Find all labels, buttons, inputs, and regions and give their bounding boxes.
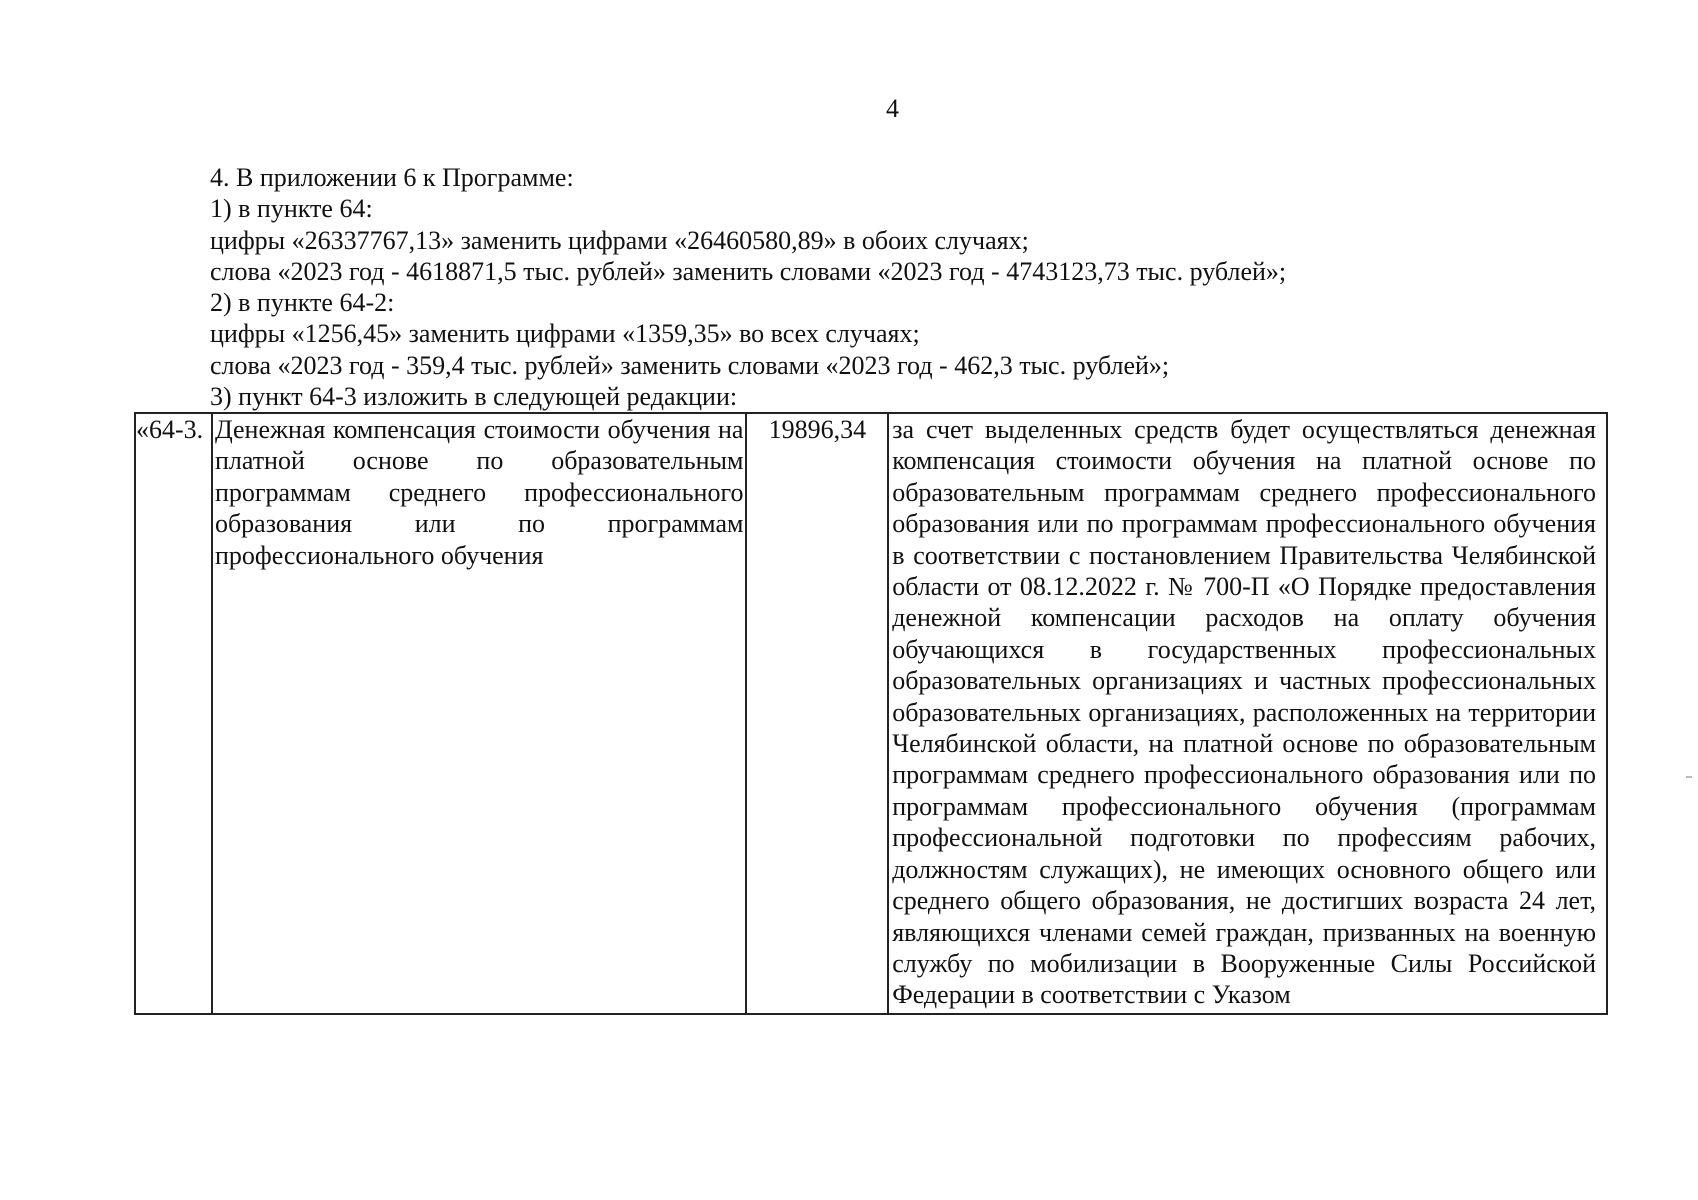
item-number: «64-3.	[136, 415, 204, 444]
intro-line-8: 3) пункт 64-3 изложить в следующей редакции:	[210, 382, 738, 412]
amendment-table	[134, 412, 1608, 1015]
intro-line-5: 2) в пункте 64-2:	[210, 288, 395, 318]
item-amount-cell	[746, 413, 888, 1014]
intro-line-7: слова «2023 год - 359,4 тыс. рублей» заменить словами «2023 год - 462,3 тыс. рублей»;	[210, 350, 1170, 380]
table-row	[135, 413, 1607, 1014]
intro-line-3: цифры «26337767,13» заменить цифрами «26460580,89» в обоих случаях;	[210, 225, 1029, 255]
intro-line-6: цифры «1256,45» заменить цифрами «1359,35» во всех случаях;	[210, 319, 920, 349]
item-name-cell	[212, 413, 747, 1014]
item-description-cell	[888, 413, 1607, 1014]
intro-line-1: 4. В приложении 6 к Программе:	[210, 163, 574, 192]
item-amount: 19896,34	[768, 415, 867, 444]
amendment-intro	[210, 162, 1610, 412]
item-description: за счет выделенных средств будет осуществляться денежная компенсация стоимости обучения на платной основе по образовательным программам среднего профессионального образования или по программам профессионального обучения в соответствии с постановлением Правительства Челябинской области от 08.12.2022 г. № 700-П «О Порядке предоставления денежной компенсации расходов на оплату обучения обучающихся в государственных профессиональных образовательных организациях и частных профессиональных образовательных организациях, расположенных на территории Челябинской области, на платной основе по образовательным программам среднего профессионального образования или по программам профессионального обучения (программам профессиональной подготовки по профессиям рабочих, должностям служащих), не имеющих основного общего или среднего общего образования, не достигших возраста 24 лет, являющихся членами семей граждан, призванных на военную службу по мобилизации в Вооруженные Силы Российской Федерации в соответствии с Указом	[892, 415, 1596, 1010]
intro-line-4: слова «2023 год - 4618871,5 тыс. рублей» заменить словами «2023 год - 4743123,73 тыс. рублей»;	[210, 256, 1287, 286]
item-name: Денежная компенсация стоимости обучения на платной основе по образовательным программам среднего профессионального образования или по программам профессионального обучения	[214, 415, 744, 570]
intro-line-2: 1) в пункте 64:	[210, 194, 373, 224]
margin-mark	[1686, 776, 1692, 778]
item-number-cell	[135, 413, 212, 1014]
page-number: 4	[886, 94, 899, 123]
